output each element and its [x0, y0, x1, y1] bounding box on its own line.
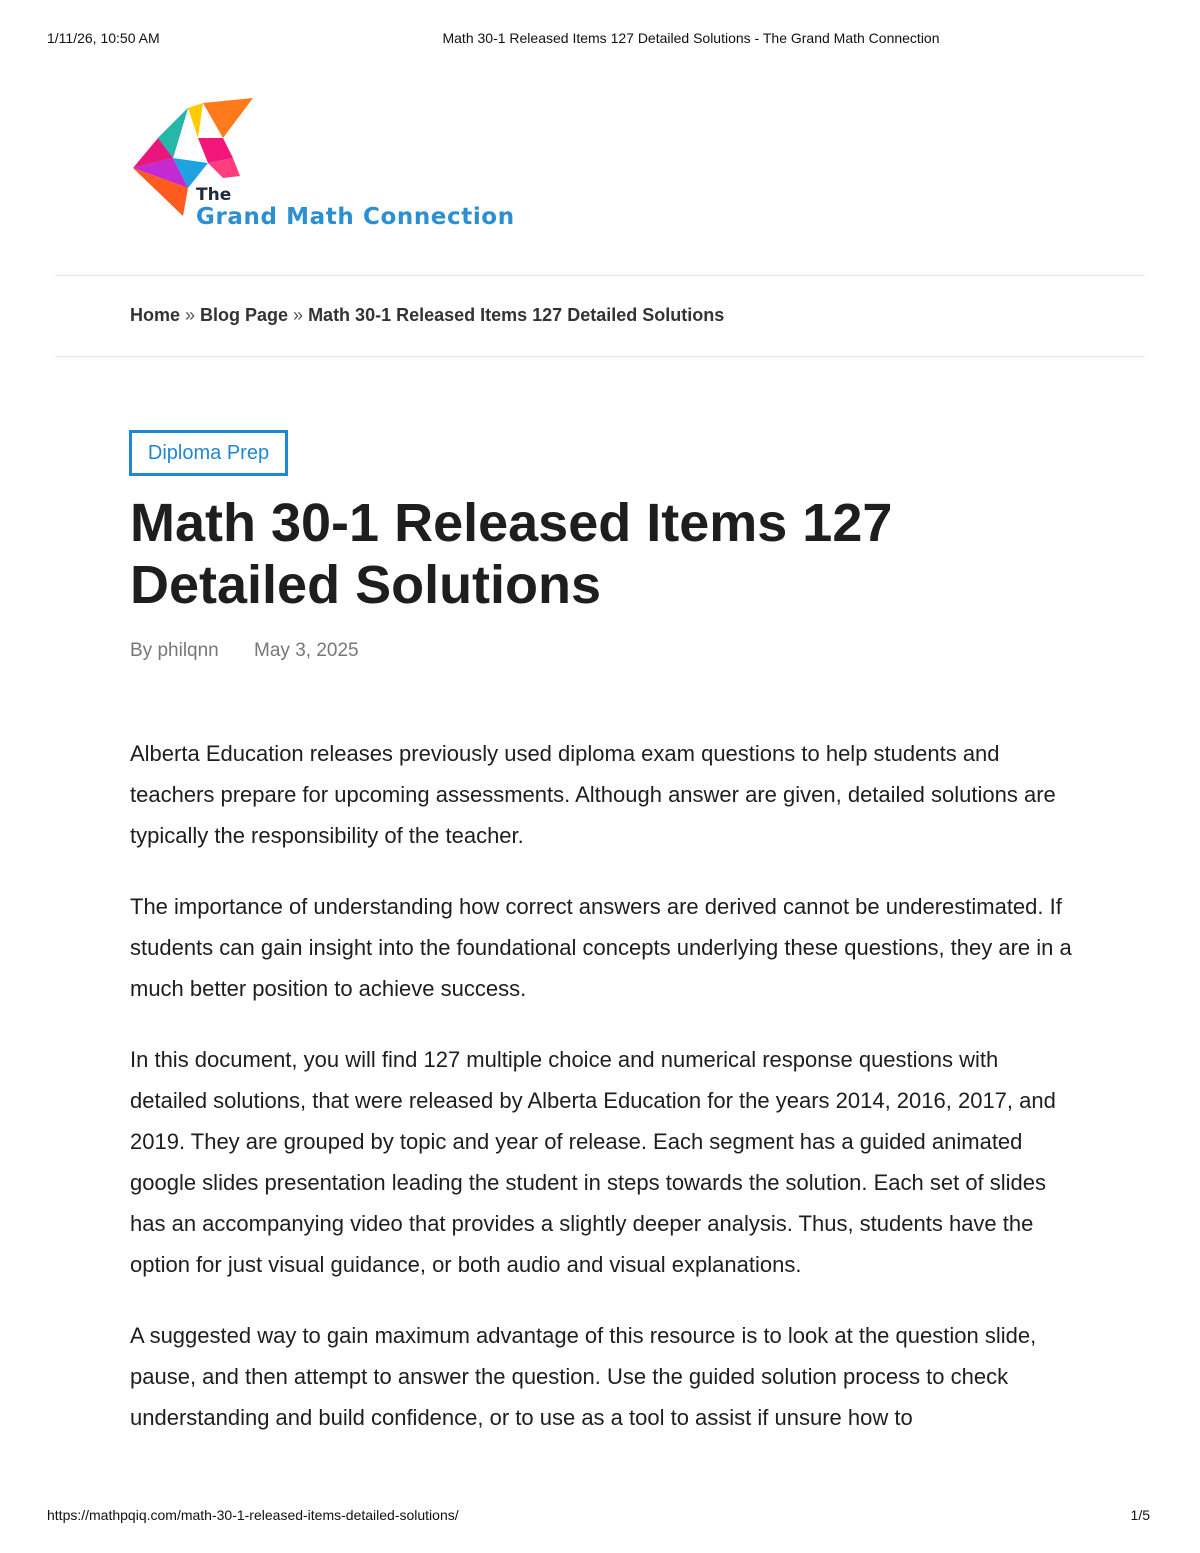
logo-brand-name: Grand Math Connection — [196, 204, 515, 230]
print-url: https://mathpqiq.com/math-30-1-released-items-detailed-solutions/ — [47, 1507, 459, 1523]
post-title: Math 30-1 Released Items 127 Detailed Solutions — [130, 493, 893, 615]
post-date: May 3, 2025 — [254, 640, 359, 661]
paragraph: The importance of understanding how correct answers are derived cannot be underestimated. If students can gain insight into the foundational concepts underlying these questions, they are in a much better position to achieve success. — [130, 894, 1072, 1001]
post-author-line — [130, 640, 219, 662]
print-page-number: 1/5 — [1130, 1507, 1150, 1523]
paragraph: Alberta Education releases previously used diploma exam questions to help students and teachers prepare for upcoming assessments. Although answer are given, detailed solutions are typically the responsibility of the teacher. — [130, 741, 1056, 848]
breadcrumb-current: Math 30-1 Released Items 127 Detailed Solutions — [308, 305, 725, 325]
breadcrumb-separator: » — [185, 305, 196, 325]
post-meta — [130, 640, 359, 662]
divider — [55, 275, 1145, 276]
post-author[interactable]: philqnn — [157, 640, 219, 661]
breadcrumb-blog-page[interactable]: Blog Page — [200, 305, 289, 325]
print-page-title: Math 30-1 Released Items 127 Detailed Solutions - The Grand Math Connection — [442, 30, 940, 46]
logo-line-the: The — [196, 185, 232, 205]
print-datetime: 1/11/26, 10:50 AM — [47, 30, 160, 46]
divider — [55, 356, 1145, 357]
paragraph: A suggested way to gain maximum advantage of this resource is to look at the question slide, pause, and then attempt to answer the question. Use the guided solution process to check understanding and build confidence, or to use as a tool to assist if unsure how to — [130, 1323, 1037, 1430]
breadcrumb-separator: » — [293, 305, 304, 325]
post-content — [130, 733, 1080, 1468]
author-prefix: By — [130, 640, 153, 661]
paragraph: In this document, you will find 127 multiple choice and numerical response questions with detailed solutions, that were released by Alberta Education for the years 2014, 2016, 2017, and 2019. They are grouped by topic and year of release. Each segment has a guided animated google slides presentation leading the student in steps towards the solution. Each set of slides has an accompanying video that provides a slightly deeper analysis. Thus, students have the option for just visual guidance, or both audio and visual explanations. — [130, 1047, 1056, 1277]
print-header — [0, 30, 1200, 50]
breadcrumb-home[interactable]: Home — [130, 305, 181, 325]
breadcrumb — [130, 305, 724, 326]
site-logo[interactable] — [128, 98, 528, 238]
category-badge[interactable]: Diploma Prep — [129, 430, 288, 476]
